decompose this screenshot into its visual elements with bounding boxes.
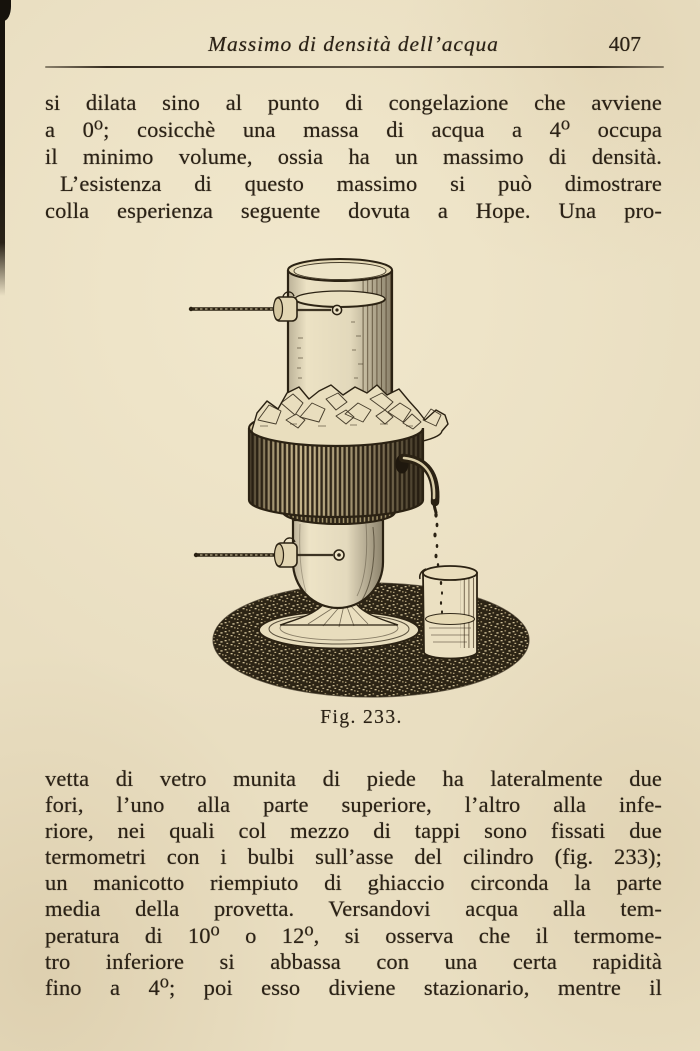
lower-vessel [293,520,383,608]
body-line: peratura di 10⁰ o 12⁰, si osserva che il termome- [45,922,662,948]
body-line: un manicotto riempiuto di ghiaccio circonda la parte [45,870,662,896]
body-line: fino a 4⁰; poi esso diviene stazionario, mentre il [45,974,662,1000]
water-drips [433,512,439,567]
page-number: 407 [608,32,641,56]
running-header [45,32,662,62]
body-line: termometri con i bulbi sull’asse del cilindro (fig. 233); [45,844,662,870]
body-line: L’esistenza di questo massimo si può dimostrare [60,171,662,196]
body-line: il minimo volume, ossia ha un massimo di densità. [45,144,662,169]
body-line: colla esperienza seguente dovuta a Hope. Una pro- [45,198,662,223]
text-block-top [45,89,662,224]
scan-edge-artifact [0,0,5,296]
body-line: fori, l’uno alla parte superiore, l’altro alla infe- [45,792,662,818]
figure-caption: Fig. 233. [320,707,403,728]
running-header-title: Massimo di densità dell’acqua [208,32,499,56]
body-line: si dilata sino al punto di congelazione che avviene [45,90,662,115]
header-rule [45,66,664,68]
body-line: vetta di vetro munita di piede ha lateralmente due [45,766,662,791]
body-line: media della provetta. Versandovi acqua alla tem- [45,896,662,922]
body-line: riore, nei quali col mezzo di tappi sono fissati due [45,818,662,844]
text-block-bottom [45,766,662,1001]
body-line: a 0⁰; cosicchè una massa di acqua a 4⁰ occupa [45,117,662,142]
beaker [420,566,477,659]
figure-illustration [140,252,560,704]
body-line: tro inferiore si abbassa con una certa rapidità [45,948,662,974]
